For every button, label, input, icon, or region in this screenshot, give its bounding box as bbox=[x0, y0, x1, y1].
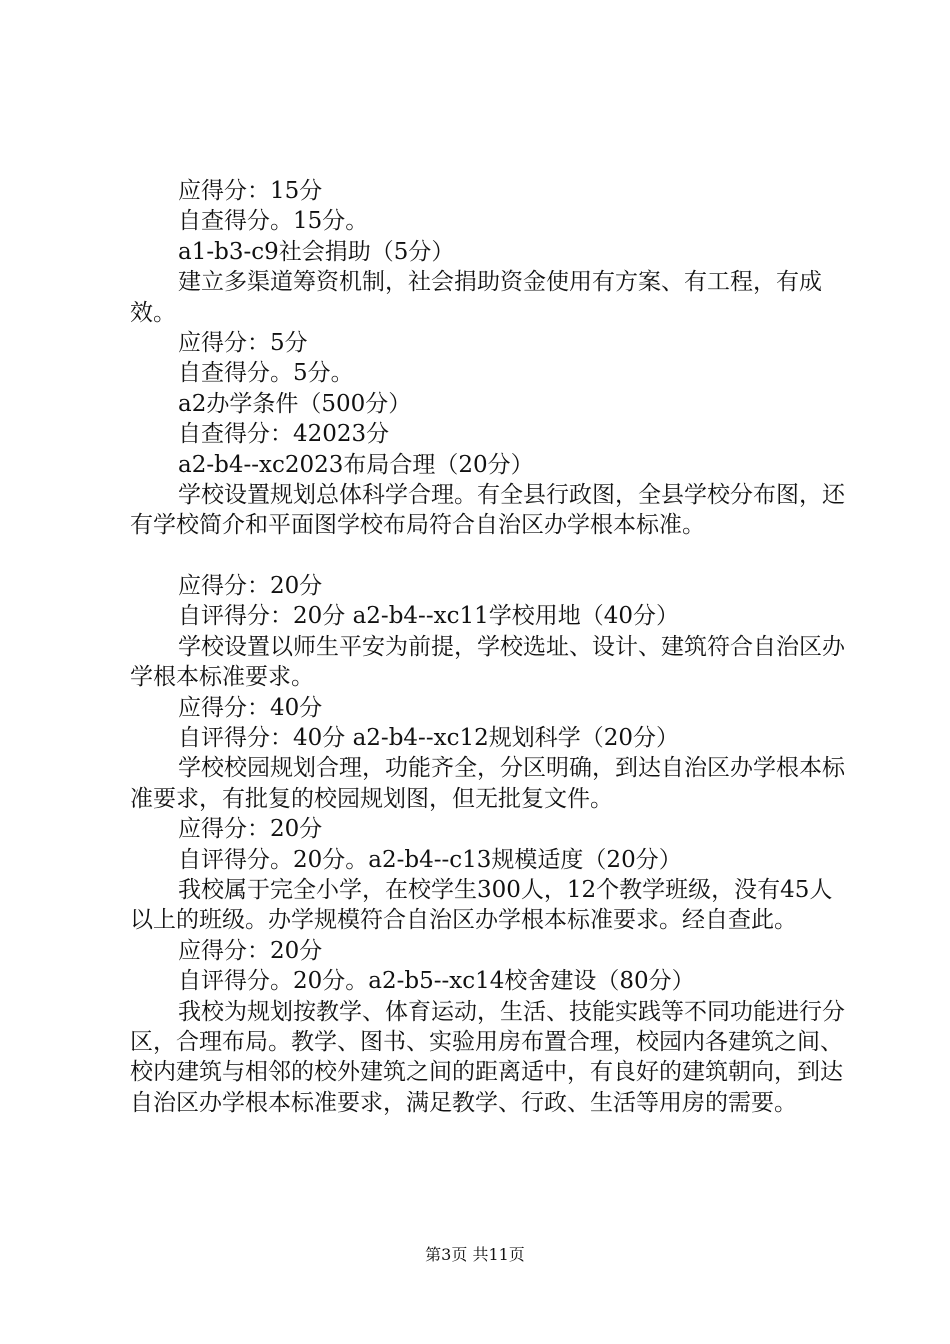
blank-line bbox=[130, 541, 850, 571]
paragraph: 自评得分。20分。a2-b5--xc14校舍建设（80分） bbox=[178, 968, 695, 995]
paragraph: a2办学条件（500分） bbox=[178, 390, 412, 417]
paragraph: 自评得分：20分 a2-b4--xc11学校用地（40分） bbox=[178, 603, 679, 630]
body-text bbox=[130, 176, 850, 1118]
paragraph: 应得分：20分 bbox=[178, 572, 323, 599]
paragraph: 自查得分。15分。 bbox=[178, 208, 369, 235]
paragraph: 我校为规划按教学、体育运动，生活、技能实践等不同功能进行分区，合理布局。教学、图书、实验用房布置合理，校园内各建筑之间、校内建筑与相邻的校外建筑之间的距离适中，有良好的建筑朝向，到达自治区办学根本标准要求，满足教学、行政、生活等用房的需要。 bbox=[130, 998, 845, 1116]
paragraph: 应得分：15分 bbox=[178, 178, 323, 204]
paragraph: a1-b3-c9社会捐助（5分） bbox=[178, 238, 455, 265]
paragraph: 学校设置规划总体科学合理。有全县行政图，全县学校分布图，还有学校简介和平面图学校布局符合自治区办学根本标准。 bbox=[130, 482, 845, 539]
paragraph: 学校设置以师生平安为前提，学校选址、设计、建筑符合自治区办学根本标准要求。 bbox=[130, 633, 845, 691]
paragraph: a2-b4--xc2023布局合理（20分） bbox=[178, 451, 534, 478]
paragraph: 建立多渠道筹资机制，社会捐助资金使用有方案、有工程，有成效。 bbox=[130, 269, 822, 326]
paragraph: 自评得分：40分 a2-b4--xc12规划科学（20分） bbox=[178, 724, 679, 751]
paragraph: 学校校园规划合理，功能齐全，分区明确，到达自治区办学根本标准要求，有批复的校园规划图，但无批复文件。 bbox=[130, 755, 845, 812]
paragraph: 自查得分。5分。 bbox=[178, 360, 354, 387]
paragraph: 应得分：20分 bbox=[178, 937, 323, 964]
paragraph: 应得分：20分 bbox=[178, 816, 323, 843]
paragraph: 我校属于完全小学，在校学生300人，12个教学班级，没有45人以上的班级。办学规模符合自治区办学根本标准要求。经自查此。 bbox=[130, 876, 833, 934]
paragraph: 自评得分。20分。a2-b4--c13规模适度（20分） bbox=[178, 846, 682, 873]
page-number-label: 第3页 共11页 bbox=[425, 1245, 525, 1264]
paragraph: 应得分：40分 bbox=[178, 694, 323, 721]
page-footer bbox=[0, 1245, 950, 1265]
paragraph: 应得分：5分 bbox=[178, 330, 308, 357]
paragraph: 自查得分：42023分 bbox=[178, 421, 390, 448]
